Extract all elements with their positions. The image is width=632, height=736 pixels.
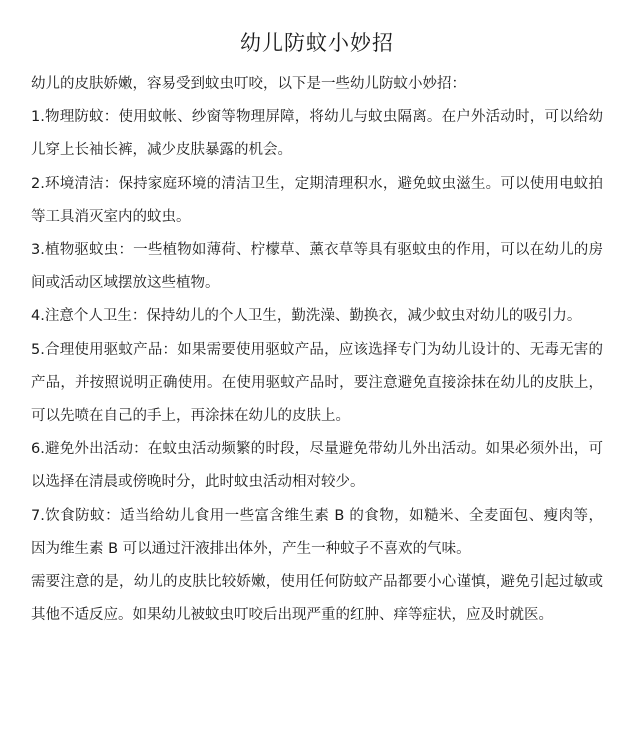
document-title: 幼儿防蚊小妙招: [240, 31, 394, 55]
tip-item-7: 7.饮食防蚊：适当给幼儿食用一些富含维生素 B 的食物，如糙米、全麦面包、瘦肉等， 因为维生素 B 可以通过汗液排出体外，产生一种蚊子不喜欢的气味。: [31, 507, 603, 557]
tip-item-4: 4.注意个人卫生：保持幼儿的个人卫生，勤洗澡、勤换衣，减少蚊虫对幼儿的吸引力。: [31, 308, 582, 325]
tip-item-5: 5.合理使用驱蚊产品：如果需要使用驱蚊产品，应该选择专门为幼儿设计的、无毒无害的产品，并按照说明正确使用。在使用驱蚊产品时，要注意避免直接涂抹在幼儿的皮肤上，可以先喷在自己的手上，再涂抹在幼儿的皮肤上。: [31, 341, 603, 425]
intro-paragraph: 幼儿的皮肤娇嫩，容易受到蚊虫叮咬，以下是一些幼儿防蚊小妙招：: [31, 76, 466, 92]
tip-item-3: 3.植物驱蚊虫：一些植物如薄荷、柠檬草、薰衣草等具有驱蚊虫的作用，可以在幼儿的房间或活动区域摆放这些植物。: [31, 242, 603, 292]
tip-item-1: 1.物理防蚊：使用蚊帐、纱窗等物理屏障，将幼儿与蚊虫隔离。在户外活动时，可以给幼儿穿上长袖长裤，减少皮肤暴露的机会。: [31, 109, 603, 159]
note-paragraph: 需要注意的是，幼儿的皮肤比较娇嫩，使用任何防蚊产品都要小心谨慎，避免引起过敏或其他不适反应。如果幼儿被蚊虫叮咬后出现严重的红肿、痒等症状，应及时就医。: [31, 574, 603, 624]
tip-item-2: 2.环境清洁：保持家庭环境的清洁卫生，定期清理积水，避免蚊虫滋生。可以使用电蚊拍等工具消灭室内的蚊虫。: [31, 175, 603, 225]
document: [31, 28, 603, 632]
tip-item-6: 6.避免外出活动：在蚊虫活动频繁的时段，尽量避免带幼儿外出活动。如果必须外出，可以选择在清晨或傍晚时分，此时蚊虫活动相对较少。: [31, 441, 603, 491]
